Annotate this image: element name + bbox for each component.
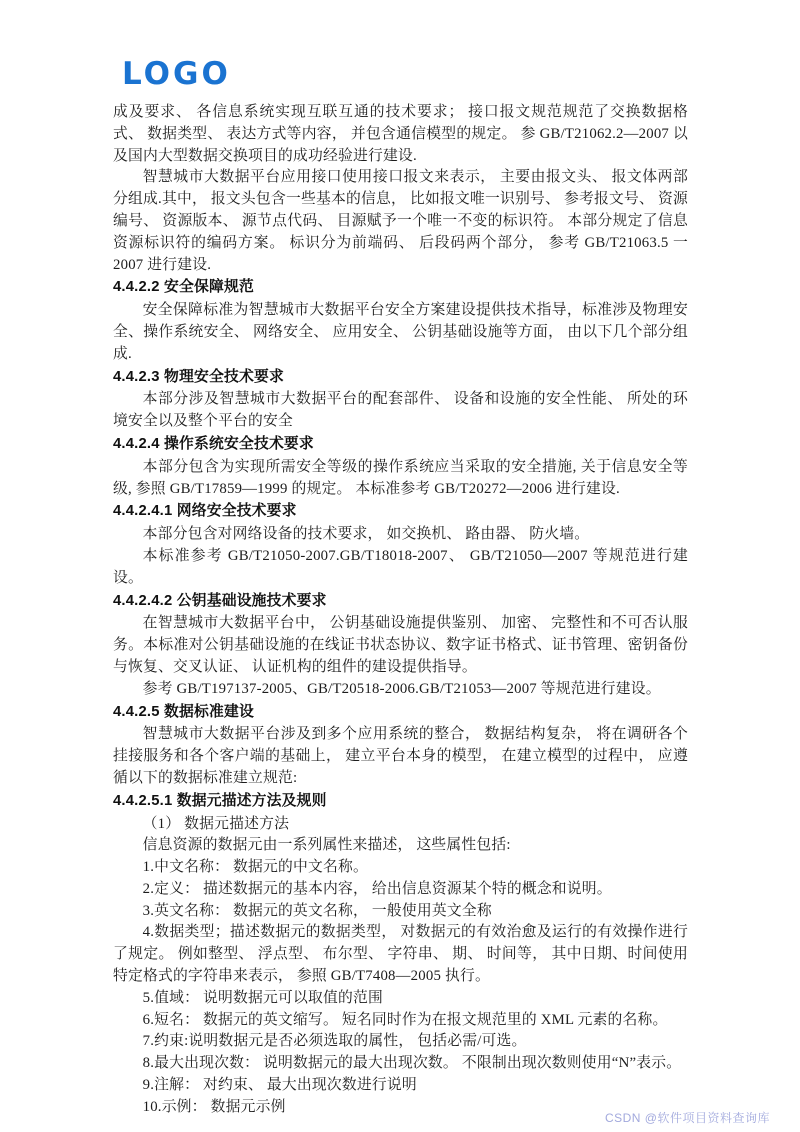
paragraph: 5.值域： 说明数据元可以取值的范围 (142, 989, 383, 1006)
paragraph: 安全保障标准为智慧城市大数据平台安全方案建设提供技术指导，标准涉及物理安全、操作系统安全、 网络安全、 应用安全、 公钥基础设施等方面， 由以下几个部分组成. (113, 302, 688, 362)
section-heading: 4.4.2.4.1 网络安全技术要求 (113, 503, 297, 520)
section-heading: 4.4.2.3 物理安全技术要求 (113, 368, 284, 385)
watermark (605, 1109, 770, 1126)
paragraph: 1.中文名称： 数据元的中文名称。 (142, 859, 368, 876)
section-heading: 4.4.2.5.1 数据元描述方法及规则 (113, 792, 327, 809)
paragraph: 信息资源的数据元由一系列属性来描述， 这些属性包括: (142, 837, 511, 854)
paragraph: 在智慧城市大数据平台中， 公钥基础设施提供鉴别、 加密、 完整性和不可否认服务。本标准对公钥基础设施的在线证书状态协议、数字证书格式、证书管理、密钥备份与恢复、交叉认证、 认证机构的组件的建设提供指导。 (113, 615, 688, 675)
watermark-text: CSDN @软件项目资料查询库 (604, 1111, 770, 1125)
paragraph: 本部分包含对网络设备的技术要求， 如交换机、 路由器、 防火墙。 (142, 526, 590, 543)
paragraph: （1） 数据元描述方法 (142, 815, 290, 832)
paragraph: 2.定义： 描述数据元的基本内容， 给出信息资源某个特的概念和说明。 (142, 880, 612, 897)
paragraph: 8.最大出现次数： 说明数据元的最大出现次数。 不限制出现次数则使用“N”表示。 (142, 1055, 682, 1072)
paragraph: 本部分涉及智慧城市大数据平台的配套部件、 设备和设施的安全性能、 所处的环境安全以及整个平台的安全 (113, 391, 688, 430)
paragraph: 4.数据类型；描述数据元的数据类型， 对数据元的有效治愈及运行的有效操作进行了规定。 例如整型、 浮点型、 布尔型、 字符串、 期、 时间等， 其中日期、时间使用特定格式的字符串来表示， 参照 GB/T7408—2005 执行。 (113, 924, 688, 985)
paragraph: 成及要求、 各信息系统实现互联互通的技术要求； 接口报文规范规范了交换数据格式、 数据类型、 表达方式等内容， 并包含通信模型的规定。 参 GB/T21062.2—2007 以及国内大型数据交换项目的成功经验进行建设. (113, 104, 688, 164)
paragraph: 6.短名： 数据元的英文缩写。 短名同时作为在报文规范里的 XML 元素的名称。 (142, 1011, 668, 1028)
section-heading: 4.4.2.4.2 公钥基础设施技术要求 (113, 592, 327, 609)
paragraph: 3.英文名称： 数据元的英文名称， 一般使用英文全称 (142, 902, 492, 919)
paragraph: 10.示例： 数据元示例 (142, 1098, 286, 1115)
section-heading: 4.4.2.5 数据标准建设 (113, 703, 254, 720)
paragraph: 智慧城市大数据平台涉及到多个应用系统的整合， 数据结构复杂， 将在调研各个挂接服务和各个客户端的基础上， 建立平台本身的模型， 在建立模型的过程中， 应遵循以下的数据标准建立规范: (113, 726, 688, 786)
paragraph: 参考 GB/T197137-2005、GB/T20518-2006.GB/T21053—2007 等规范进行建设。 (142, 680, 661, 697)
paragraph: 智慧城市大数据平台应用接口使用接口报文来表示， 主要由报文头、 报文体两部分组成.其中， 报文头包含一些基本的信息， 比如报文唯一识别号、 参考报文号、 资源编号、 资源版本、 源节点代码、 目源赋予一个唯一不变的标识符。 本部分规定了信息资源标识符的编码方案。 标识分为前端码、 后段码两个部分， 参考 GB/T21063.5 一 2007 进行建设. (113, 169, 688, 273)
company-logo: LOGO (122, 56, 231, 92)
section-heading: 4.4.2.4 操作系统安全技术要求 (113, 435, 314, 452)
paragraph: 7.约束:说明数据元是否必须选取的属性， 包括必需/可选。 (142, 1033, 527, 1050)
section-heading: 4.4.2.2 安全保障规范 (113, 279, 254, 296)
paragraph: 本部分包含为实现所需安全等级的操作系统应当采取的安全措施, 关于信息安全等级, 参照 GB/T17859—1999 的规定。 本标准参考 GB/T20272—2006 进行建设. (113, 458, 688, 497)
paragraph: 9.注解： 对约束、 最大出现次数进行说明 (142, 1077, 417, 1094)
document-body (113, 102, 688, 1119)
paragraph: 本标准参考 GB/T21050-2007.GB/T18018-2007、 GB/T21050—2007 等规范进行建设。 (113, 547, 688, 586)
